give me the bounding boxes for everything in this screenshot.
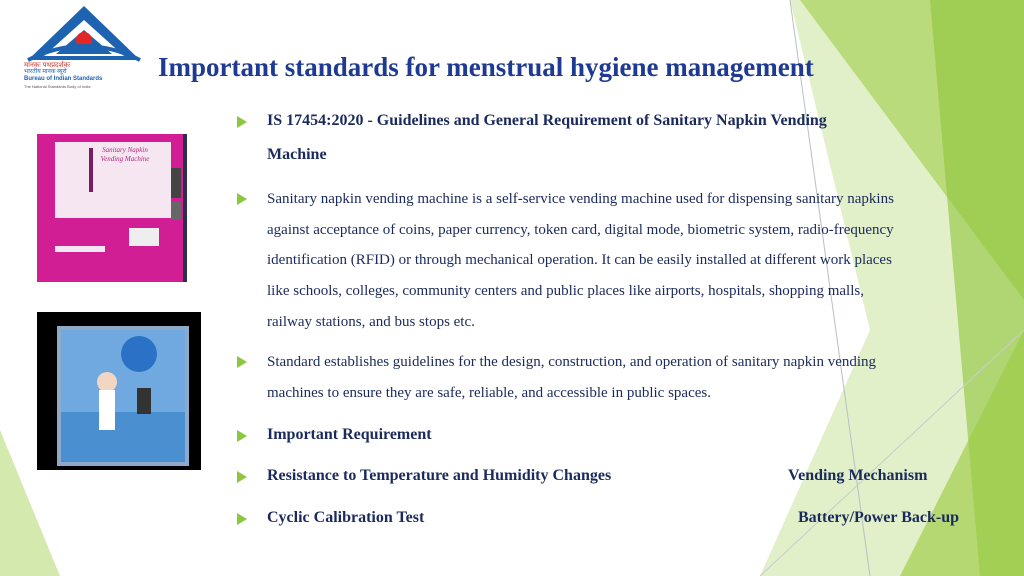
machine-label-line2: Vending Machine (100, 155, 150, 163)
bullet-arrow-icon (237, 430, 247, 442)
bullet-arrow-icon (237, 193, 247, 205)
machine-label-line1: Sanitary Napkin (102, 146, 148, 154)
bullet-text: Cyclic Calibration Test (267, 509, 425, 526)
requirement-vending-mechanism: Vending Mechanism (788, 467, 928, 484)
bullet-text: machines to ensure they are safe, reliable, and accessible in public spaces. (267, 385, 711, 401)
vending-machine-image-blue (37, 312, 201, 470)
page-title: Important standards for menstrual hygiene management (158, 52, 814, 82)
logo-hindi-name: भारतीय मानक ब्यूरो (24, 69, 67, 75)
bullet-text: Sanitary napkin vending machine is a self-service vending machine used for dispensing sanitary napkins (267, 191, 894, 207)
bullet-text: identification (RFID) or through mechanical operation. It can be easily installed at different work places (267, 252, 892, 268)
bullet-arrow-icon (237, 471, 247, 483)
bullet-text: Important Requirement (267, 426, 432, 443)
bullet-text: Standard establishes guidelines for the design, construction, and operation of sanitary napkin vending (267, 354, 877, 370)
vending-machine-image-pink (33, 128, 188, 285)
bullet-text: IS 17454:2020 - Guidelines and General Requirement of Sanitary Napkin Vending (267, 112, 827, 129)
logo-hindi-motto: मानकः पथप्रदर्शकः (24, 62, 71, 69)
bullet-text: Machine (267, 146, 327, 163)
logo-tagline: The National Standards Body of India (24, 84, 91, 89)
bullet-text: like schools, colleges, community centers and public places like airports, hospitals, shopping malls, (267, 283, 864, 299)
requirement-battery-backup: Battery/Power Back-up (798, 509, 960, 526)
bullet-text: railway stations, and bus stops etc. (267, 314, 475, 330)
bullet-arrow-icon (237, 116, 247, 128)
logo-english-name: Bureau of Indian Standards (24, 76, 103, 82)
bullet-arrow-icon (237, 356, 247, 368)
bullet-arrow-icon (237, 513, 247, 525)
bullet-text: Resistance to Temperature and Humidity Changes (267, 467, 612, 484)
bullet-text: against acceptance of coins, paper currency, token card, digital mode, biometric system, radio-frequency (267, 222, 894, 238)
bis-logo (20, 2, 148, 92)
